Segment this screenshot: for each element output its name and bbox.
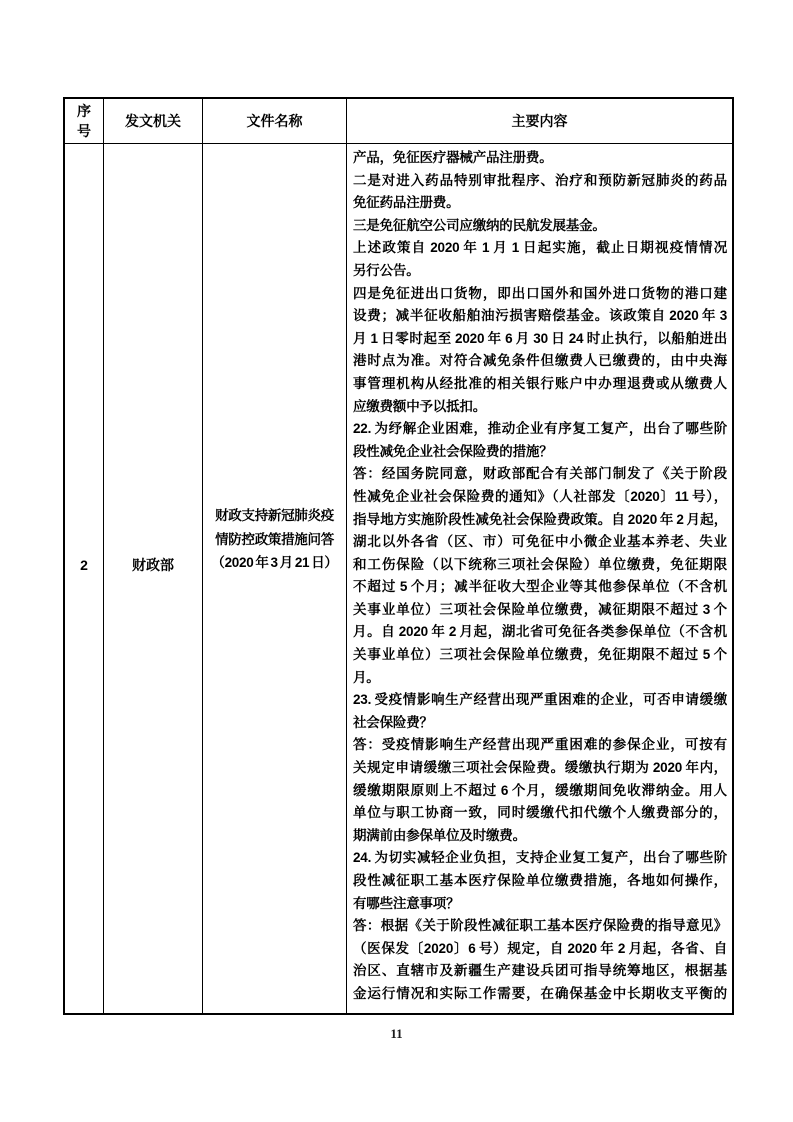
content-line: 答：经国务院同意，财政部配合有关部门制发了《关于阶段 (353, 466, 727, 482)
content-line: 期满前由参保单位及时缴费。 (353, 827, 526, 843)
content-line: 有哪些注意事项？ (353, 895, 460, 911)
content-line: 单位与职工协商一致，同时缓缴代扣代缴个人缴费部分的， (353, 805, 727, 821)
content-line: 答：受疫情影响生产经营出现严重困难的参保企业，可按有 (353, 737, 727, 753)
table-header-doc-name (203, 99, 347, 144)
content-line: 社会保险费？ (353, 714, 433, 730)
content-line: 应缴费额中予以抵扣。 (353, 398, 486, 414)
doc-name-cell-lines (211, 504, 337, 575)
table-header-agency (104, 99, 203, 144)
content-line: 月 1 日零时起至 2020 年 6 月 30 日 24 时止执行，以船舶进出 (353, 330, 727, 346)
content-line: 免征药品注册费。 (353, 195, 460, 211)
content-line: 湖北以外各省（区、市）可免征中小微企业基本养老、失业 (353, 534, 727, 550)
content-line: （医保发〔2020〕6 号）规定，自 2020 年 2 月起，各省、自 (353, 940, 727, 956)
doc-name-line: 情防控政策措施问答 (215, 531, 334, 547)
content-line: 二是对进入药品特别审批程序、治疗和预防新冠肺炎的药品 (353, 172, 727, 188)
row-seq-value: 2 (80, 556, 88, 573)
table-cell-seq (65, 144, 104, 1013)
content-line: 关事业单位）三项社会保险单位缴费，减征期限不超过 3 个 (353, 601, 727, 617)
content-line: 关规定申请缓缴三项社会保险费。缓缴执行期为 2020 年内， (353, 760, 727, 776)
content-line: 段性减免企业社会保险费的措施？ (353, 443, 553, 459)
table-header-seq-label: 序号 (76, 103, 91, 139)
content-line: 金运行情况和实际工作需要，在确保基金中长期收支平衡的 (353, 985, 727, 1001)
content-line: 月。自 2020 年 2 月起，湖北省可免征各类参保单位（不含机 (353, 624, 727, 640)
content-line: 24. 为切实减轻企业负担，支持企业复工复产，出台了哪些阶 (353, 850, 727, 866)
content-line: 不超过 5 个月；减半征收大型企业等其他参保单位（不含机 (353, 579, 727, 595)
content-line: 产品，免征医疗器械产品注册费。 (353, 150, 553, 165)
doc-name-line: 财政支持新冠肺炎疫 (215, 508, 334, 524)
table-cell-content (347, 144, 732, 1013)
row-agency-value: 财政部 (132, 556, 174, 573)
content-line: 港时点为准。对符合减免条件但缴费人已缴费的，由中央海 (353, 353, 727, 369)
table-header-doc-name-label: 文件名称 (246, 113, 303, 129)
content-line: 月。 (353, 669, 380, 685)
content-line: 关事业单位）三项社会保险单位缴费，免征期限不超过 5 个 (353, 647, 727, 663)
table-header-content (347, 99, 732, 144)
content-line: 三是免征航空公司应缴纳的民航发展基金。 (353, 217, 606, 233)
content-line: 答：根据《关于阶段性减征职工基本医疗保险费的指导意见》 (353, 918, 727, 934)
content-line: 设费；减半征收船舶油污损害赔偿基金。该政策自 2020 年 3 (353, 308, 727, 324)
policy-table (63, 97, 734, 1015)
content-lines (353, 147, 727, 1006)
content-line: 缓缴期限原则上不超过 6 个月，缓缴期间免收滞纳金。用人 (353, 782, 727, 798)
table-cell-agency (104, 144, 203, 1013)
content-line: 22. 为纾解企业困难，推动企业有序复工复产，出台了哪些阶 (353, 421, 727, 437)
content-line: 四是免征进出口货物，即出口国外和国外进口货物的港口建 (353, 285, 727, 301)
content-line: 23. 受疫情影响生产经营出现严重困难的企业，可否申请缓缴 (353, 692, 727, 708)
doc-name-line: （2020 年 3 月 21 日） (211, 555, 338, 571)
table-header-seq (65, 99, 104, 144)
content-line: 上述政策自 2020 年 1 月 1 日起实施，截止日期视疫情情况 (353, 240, 727, 256)
content-line: 段性减征职工基本医疗保险单位缴费措施，各地如何操作， (353, 873, 727, 888)
page-number: 11 (390, 1026, 403, 1041)
content-line: 另行公告。 (353, 262, 420, 278)
table-header-content-label: 主要内容 (511, 113, 568, 129)
table-cell-doc-name (203, 144, 347, 1013)
content-line: 指导地方实施阶段性减免社会保险费政策。自 2020 年 2 月起， (353, 511, 727, 527)
content-line: 治区、直辖市及新疆生产建设兵团可指导统筹地区，根据基 (353, 963, 727, 979)
content-line: 和工伤保险（以下统称三项社会保险）单位缴费，免征期限 (353, 556, 727, 572)
content-line: 事管理机构从经批准的相关银行账户中办理退费或从缴费人 (353, 375, 727, 391)
table-header-agency-label: 发文机关 (125, 113, 181, 129)
content-line: 性减免企业社会保险费的通知》（人社部发〔2020〕11 号）， (353, 488, 727, 504)
